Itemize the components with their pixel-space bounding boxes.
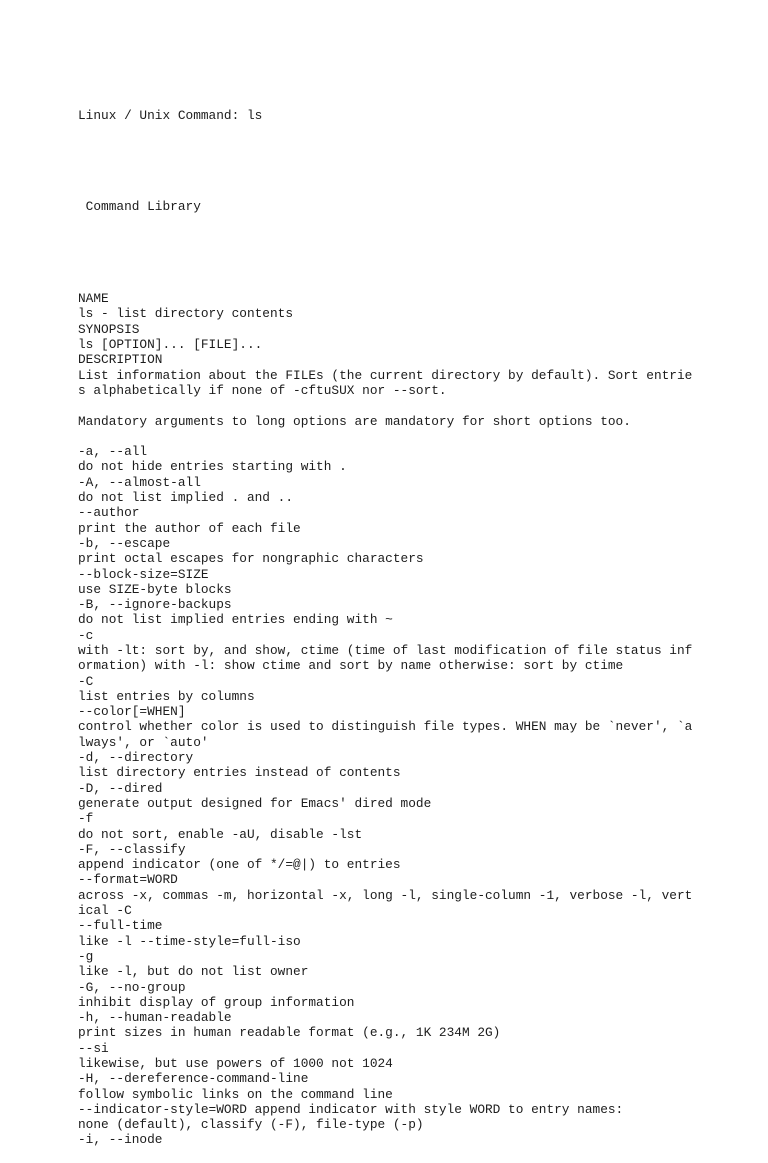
- text-line: do not hide entries starting with .: [78, 459, 347, 475]
- text-line: -G, --no-group: [78, 979, 186, 995]
- text-line: use SIZE-byte blocks: [78, 581, 232, 597]
- text-line: -a, --all: [78, 444, 148, 460]
- text-line: do not sort, enable -aU, disable -lst: [78, 826, 363, 842]
- text-line: List information about the FILEs (the current directory by default). Sort entrie: [78, 367, 693, 383]
- text-line: follow symbolic links on the command line: [78, 1086, 393, 1102]
- text-line: -B, --ignore-backups: [78, 597, 232, 613]
- text-line: like -l, but do not list owner: [78, 964, 309, 980]
- text-line: -d, --directory: [78, 750, 194, 766]
- text-line: with -lt: sort by, and show, ctime (time of last modification of file status inf: [78, 642, 693, 658]
- text-line: inhibit display of group information: [78, 994, 355, 1010]
- text-line: -A, --almost-all: [78, 474, 201, 490]
- text-line: -f: [78, 811, 94, 827]
- text-line: generate output designed for Emacs' dired mode: [78, 795, 432, 811]
- text-line: --si: [78, 1040, 109, 1056]
- text-line: -b, --escape: [78, 535, 171, 551]
- text-line: s alphabetically if none of -cftuSUX nor --sort.: [78, 382, 447, 398]
- blank-line: [78, 429, 718, 444]
- text-line: like -l --time-style=full-iso: [78, 933, 301, 949]
- text-line: -h, --human-readable: [78, 1010, 232, 1026]
- text-line: none (default), classify (-F), file-type (-p): [78, 1117, 424, 1133]
- text-line: --full-time: [78, 918, 163, 934]
- text-line: ormation) with -l: show ctime and sort by name otherwise: sort by ctime: [78, 658, 624, 674]
- man-page-document: [78, 77, 718, 1163]
- text-line: likewise, but use powers of 1000 not 1024: [78, 1056, 393, 1071]
- blank-line: [78, 398, 718, 413]
- text-line: DESCRIPTION: [78, 352, 163, 368]
- text-line: print octal escapes for nongraphic characters: [78, 551, 424, 567]
- page-title: Linux / Unix Command: ls: [78, 107, 263, 123]
- text-line: -D, --dired: [78, 780, 163, 796]
- text-line: ls [OPTION]... [FILE]...: [78, 337, 263, 353]
- text-line: SYNOPSIS: [78, 321, 140, 337]
- text-line: -g: [78, 948, 94, 964]
- text-line: do not list implied entries ending with ~: [78, 612, 393, 628]
- text-line: print the author of each file: [78, 520, 301, 536]
- text-line: -F, --classify: [78, 841, 186, 857]
- text-line: ical -C: [78, 903, 132, 919]
- text-line: lways', or `auto': [78, 734, 209, 750]
- text-line: NAME: [78, 291, 109, 307]
- text-line: ls - list directory contents: [78, 306, 294, 322]
- text-line: --block-size=SIZE: [78, 566, 209, 582]
- text-line: -c: [78, 627, 94, 643]
- text-line: --author: [78, 505, 140, 521]
- text-line: Mandatory arguments to long options are mandatory for short options too.: [78, 413, 631, 429]
- text-line: -H, --dereference-command-line: [78, 1071, 309, 1087]
- text-line: --format=WORD: [78, 872, 178, 888]
- text-line: list entries by columns: [78, 688, 255, 704]
- text-line: print sizes in human readable format (e.g., 1K 234M 2G): [78, 1025, 501, 1041]
- text-line: do not list implied . and ..: [78, 490, 294, 506]
- text-line: append indicator (one of */=@|) to entries: [78, 857, 401, 873]
- text-line: list directory entries instead of contents: [78, 765, 401, 781]
- man-page-body: [78, 291, 718, 1148]
- text-line: --indicator-style=WORD append indicator with style WORD to entry names:: [78, 1101, 624, 1117]
- text-line: -i, --inode: [78, 1132, 163, 1148]
- text-line: across -x, commas -m, horizontal -x, long -l, single-column -1, verbose -l, vert: [78, 887, 693, 903]
- spacer: [78, 245, 718, 260]
- text-line: -C: [78, 673, 94, 689]
- library-link[interactable]: Command Library: [78, 199, 201, 215]
- text-line: control whether color is used to distinguish file types. WHEN may be `never', `a: [78, 719, 693, 735]
- text-line: --color[=WHEN]: [78, 704, 186, 720]
- spacer: [78, 153, 718, 168]
